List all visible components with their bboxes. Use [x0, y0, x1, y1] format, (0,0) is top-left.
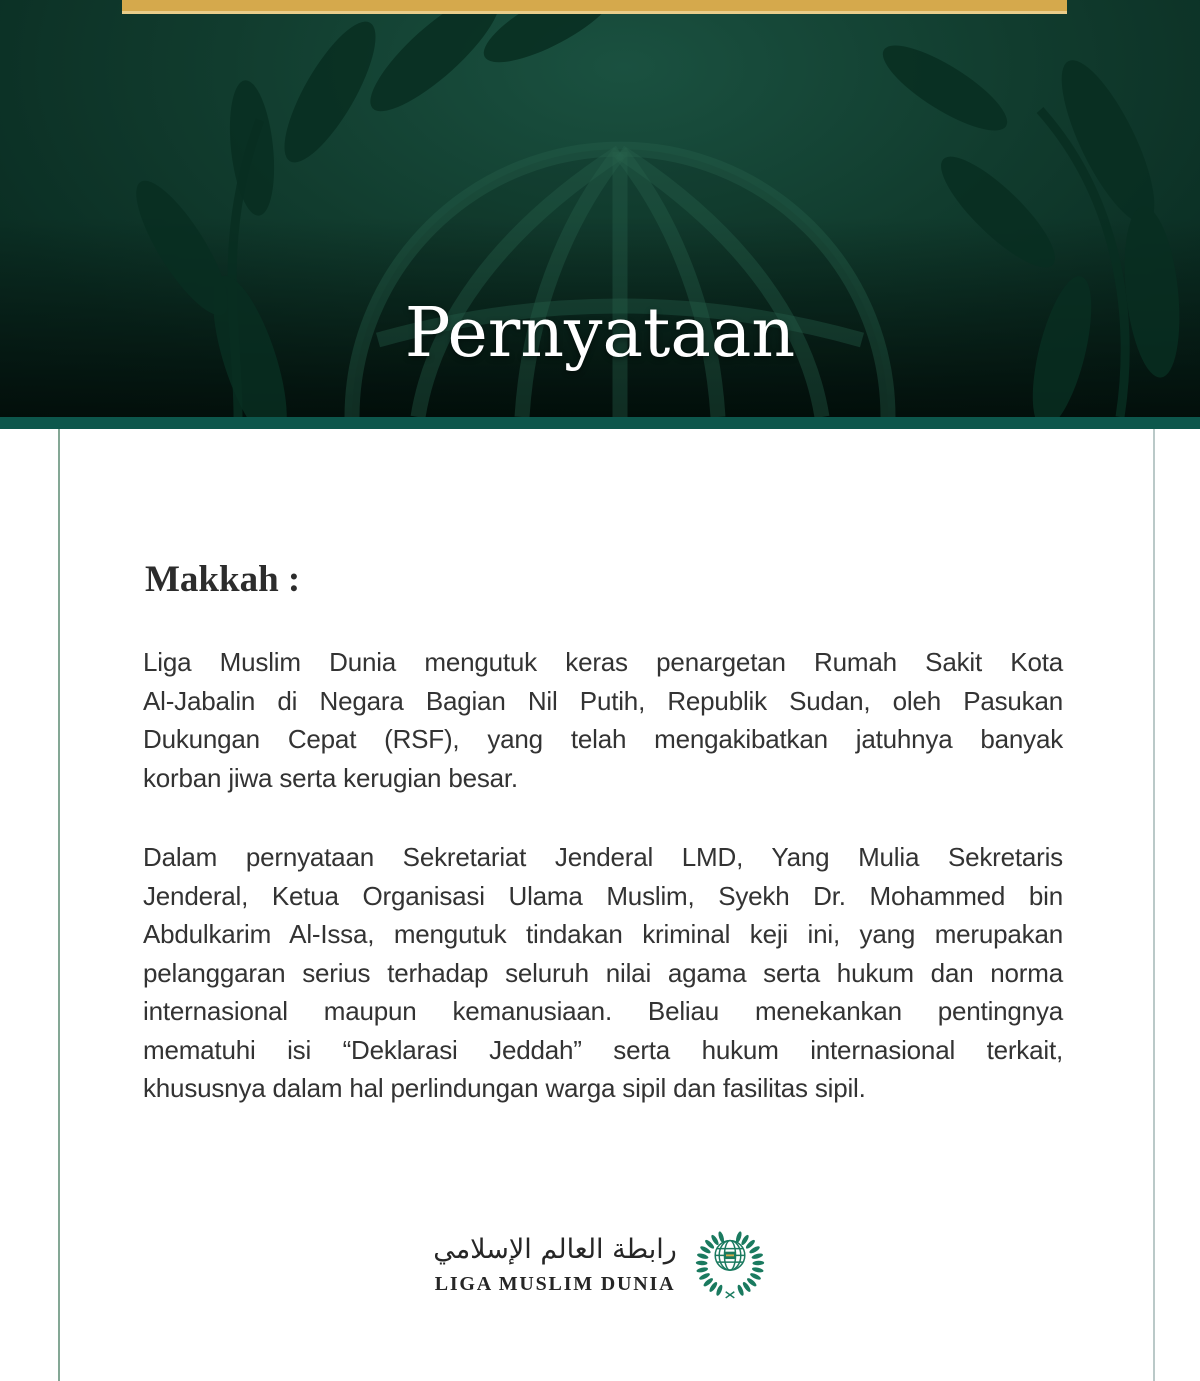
paragraph	[143, 838, 1063, 1108]
paragraph-line: Liga Muslim Dunia mengutuk keras penargetan Rumah Sakit Kota	[143, 647, 1063, 677]
globe-wreath-icon	[693, 1220, 767, 1308]
divider-band	[0, 417, 1200, 429]
accent-bar	[122, 0, 1067, 14]
city-heading: Makkah :	[145, 559, 301, 600]
logo-text-block	[433, 1232, 677, 1296]
paragraph-line: internasional maupun kemanusiaan. Beliau menekankan pentingnya	[143, 996, 1063, 1026]
paragraph	[143, 643, 1063, 797]
paragraph-line: mematuhi isi “Deklarasi Jeddah” serta hukum internasional terkait,	[143, 1034, 1063, 1065]
paragraph-line: Al-Jabalin di Negara Bagian Nil Putih, Republik Sudan, oleh Pasukan	[143, 685, 1063, 716]
paragraph-line: khususnya dalam hal perlindungan warga sipil dan fasilitas sipil.	[143, 1073, 866, 1103]
paragraph-line: Jenderal, Ketua Organisasi Ulama Muslim, Syekh Dr. Mohammed bin	[143, 880, 1063, 911]
logo-wordmark: LIGA MUSLIM DUNIA	[434, 1273, 676, 1296]
logo-arabic-calligraphy: رابطة العالم الإسلامي	[433, 1233, 677, 1265]
paragraph-line: Abdulkarim Al-Issa, mengutuk tindakan kriminal keji ini, yang merupakan	[143, 919, 1063, 949]
paragraph-line: pelanggaran serius terhadap seluruh nilai agama serta hukum dan norma	[143, 957, 1063, 988]
paragraph-line: Dukungan Cepat (RSF), yang telah mengakibatkan jatuhnya banyak	[143, 724, 1063, 754]
paragraph-line: Dalam pernyataan Sekretariat Jenderal LMD, Yang Mulia Sekretaris	[143, 842, 1063, 872]
header-banner	[0, 0, 1200, 417]
paragraph-line: korban jiwa serta kerugian besar.	[143, 762, 518, 793]
logo-lockup	[0, 1220, 1200, 1308]
page-title: Pernyataan	[404, 294, 796, 373]
